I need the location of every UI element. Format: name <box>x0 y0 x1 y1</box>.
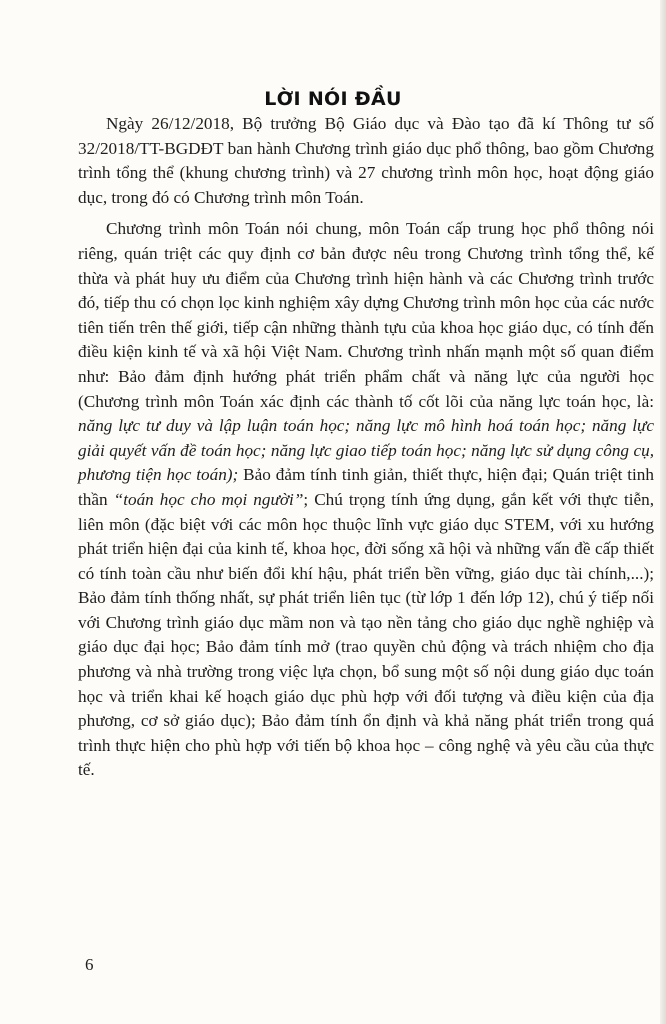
page-edge-shadow <box>660 0 666 1024</box>
paragraph-2 <box>78 217 654 783</box>
page-number: 6 <box>85 955 94 974</box>
paragraph-2-italic-competencies: năng lực tư duy và lập luận toán học; năng lực mô hình hoá toán học; năng lực giải quyết vấn đề toán học; năng lực giao tiếp toán học; năng lực sử dụng công cụ, phương tiện học toán); <box>78 416 654 485</box>
preface-body <box>78 112 654 783</box>
paragraph-1: Ngày 26/12/2018, Bộ trưởng Bộ Giáo dục và Đào tạo đã kí Thông tư số 32/2018/TT-BGDĐT ban hành Chương trình giáo dục phổ thông, bao gồm Chương trình tổng thể (khung chương trình) và 27 chương trình môn học, hoạt động giáo dục, trong đó có Chương trình môn Toán. <box>78 114 654 207</box>
page-title: LỜI NÓI ĐẦU <box>264 87 402 110</box>
paragraph-2-italic-quote: “toán học cho mọi người” <box>113 489 304 509</box>
paragraph-2-text-c: ; Chú trọng tính ứng dụng, gắn kết với thực tiễn, liên môn (đặc biệt với các môn học thuộc lĩnh vực giáo dục STEM, với xu hướng phát triển hiện đại của kinh tế, khoa học, đời sống xã hội và những vấn đề cấp thiết có tính toàn cầu như biến đổi khí hậu, phát triển bền vững, giáo dục tài chính,...); Bảo đảm tính thống nhất, sự phát triển liên tục (từ lớp 1 đến lớp 12), chú ý tiếp nối với Chương trình giáo dục mầm non và tạo nền tảng cho giáo dục nghề nghiệp và giáo dục đại học; Bảo đảm tính mở (trao quyền chủ động và trách nhiệm cho địa phương và nhà trường trong việc lựa chọn, bổ sung một số nội dung giáo dục toán học và triển khai kế hoạch giáo dục phù hợp với đối tượng và điều kiện của địa phương, cơ sở giáo dục); Bảo đảm tính ổn định và khả năng phát triển trong quá trình thực hiện cho phù hợp với tiến bộ khoa học – công nghệ và yêu cầu của thực tế. <box>78 489 655 780</box>
paragraph-2-text-a: Chương trình môn Toán nói chung, môn Toán cấp trung học phổ thông nói riêng, quán triệt các quy định cơ bản được nêu trong Chương trình tổng thể, kế thừa và phát huy ưu điểm của Chương trình hiện hành và các Chương trình trước đó, tiếp thu có chọn lọc kinh nghiệm xây dựng Chương trình môn học của các nước tiên tiến trên thế giới, tiếp cận những thành tựu của khoa học giáo dục, có tính đến điều kiện kinh tế và xã hội Việt Nam. Chương trình nhấn mạnh một số quan điểm như: Bảo đảm định hướng phát triển phẩm chất và năng lực của người học (Chương trình môn Toán xác định các thành tố cốt lõi của năng lực toán học, là: <box>78 219 654 411</box>
paragraph-2-text-b: Bảo đảm tính tinh giản, thiết thực, hiện đại; Quán triệt tinh thần <box>78 465 654 509</box>
